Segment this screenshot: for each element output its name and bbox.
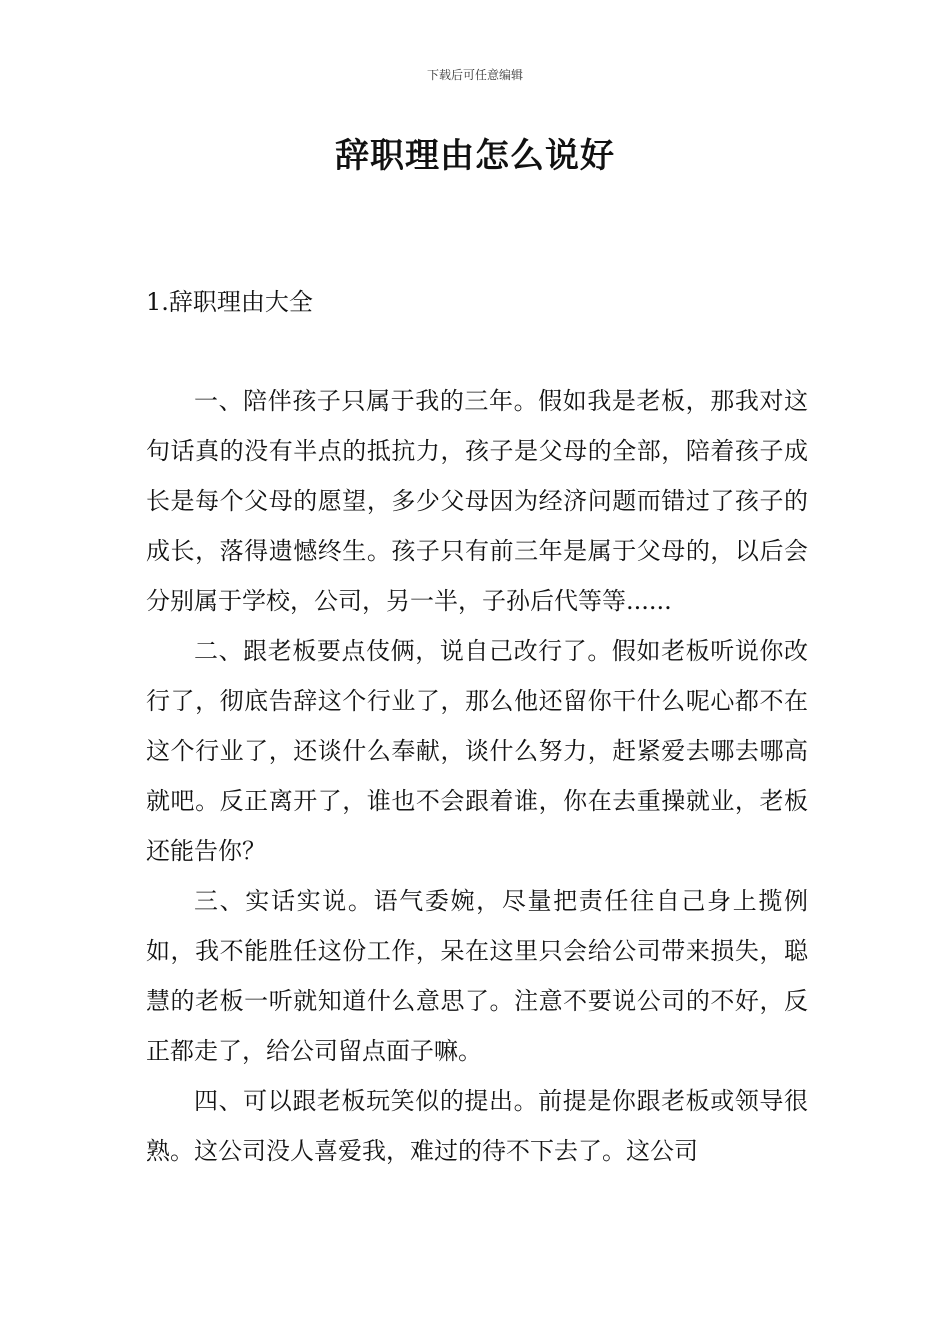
header-note: 下载后可任意编辑 <box>426 68 523 82</box>
paragraph: 四、可以跟老板玩笑似的提出。前提是你跟老板或领导很熟。这公司没人喜爱我，难过的待不下去了。这公司 <box>146 1087 808 1165</box>
paragraph: 二、跟老板要点伎俩，说自己改行了。假如老板听说你改行了，彻底告辞这个行业了，那么他还留你干什么呢心都不在这个行业了，还谈什么奉献，谈什么努力，赶紧爱去哪去哪高就吧。反正离开了，谁也不会跟着谁，你在去重操就业，老板还能告你？ <box>146 637 808 865</box>
paragraph: 一、陪伴孩子只属于我的三年。假如我是老板，那我对这句话真的没有半点的抵抗力，孩子是父母的全部，陪着孩子成长是每个父母的愿望，多少父母因为经济问题而错过了孩子的成长，落得遗憾终生。孩子只有前三年是属于父母的，以后会分别属于学校，公司，另一半，子孙后代等等...... <box>146 387 808 615</box>
document-body <box>146 376 808 1176</box>
document-title: 辞职理由怎么说好 <box>335 136 615 176</box>
section-heading: 1.辞职理由大全 <box>146 288 313 316</box>
paragraph: 三、实话实说。语气委婉，尽量把责任往自己身上揽例如，我不能胜任这份工作，呆在这里只会给公司带来损失，聪慧的老板一听就知道什么意思了。注意不要说公司的不好，反正都走了，给公司留点面子嘛。 <box>146 887 808 1065</box>
